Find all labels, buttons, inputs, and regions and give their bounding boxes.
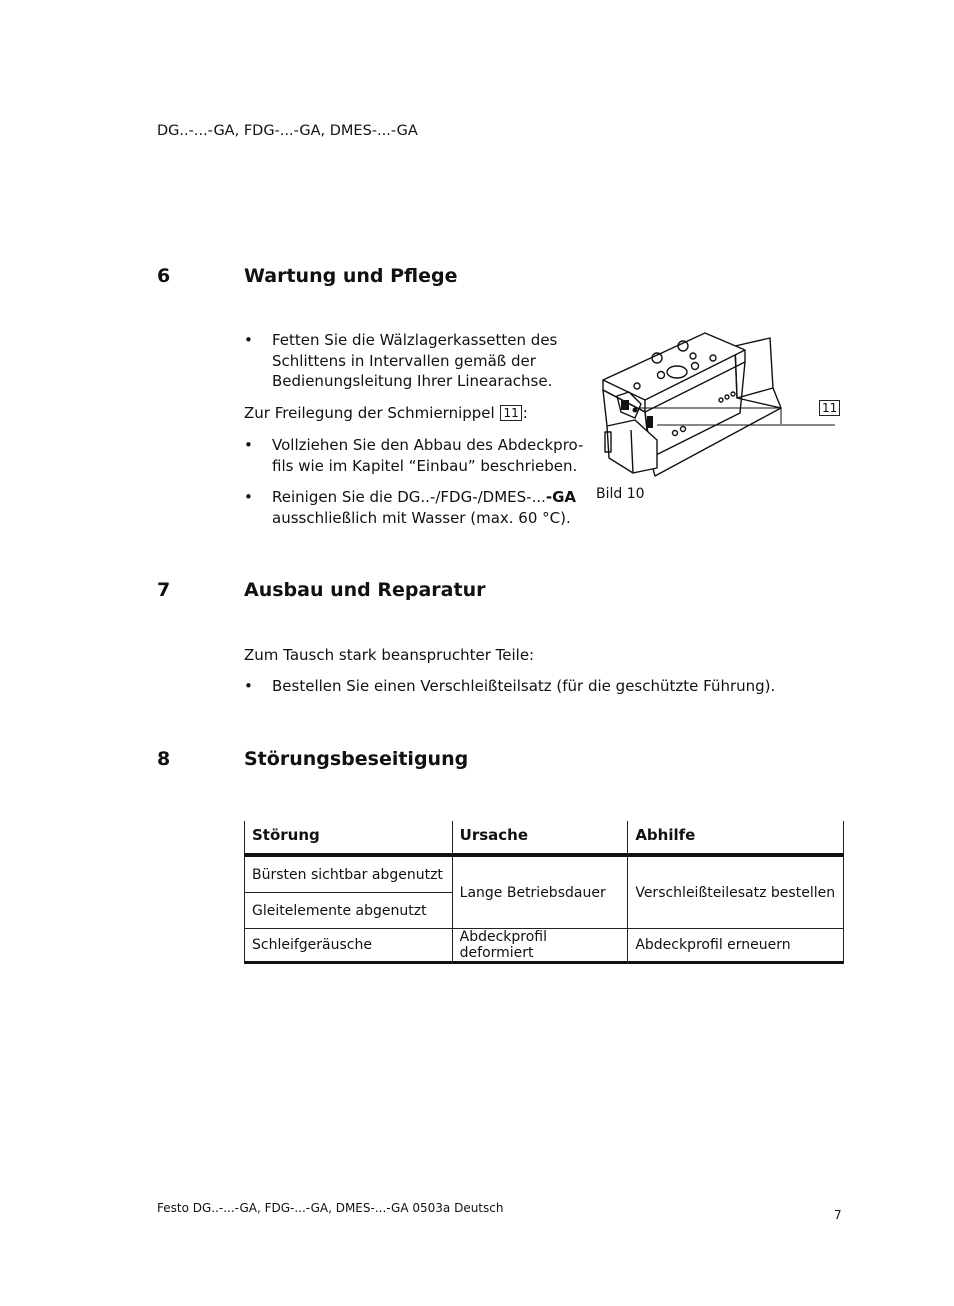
s6-lead-colon: : [522,404,528,422]
bullet-marker: • [244,488,253,506]
table-header-row [245,821,844,855]
reference-number-box: 11 [500,405,521,421]
table-row [245,855,844,893]
s6-bullet-3 [272,487,576,528]
header-ursache: Ursache [452,821,628,855]
s6-bullet-1-line-1: Fetten Sie die Wälzlagerkassetten des [272,331,558,349]
s6-bullet-3-line-2: ausschließlich mit Wasser (max. 60 °C). [272,508,571,527]
figure-caption: Bild 10 [596,486,645,502]
s6-bullet-3-line-1 [272,487,576,508]
cell-abhilfe: Abdeckprofil erneuern [628,929,844,963]
footer-text: Festo DG..-...-GA, FDG-...-GA, DMES-...-GA 0503a Deutsch [157,1201,504,1215]
s6-bullet-2-line-2: fils wie im Kapitel “Einbau” beschrieben. [272,456,578,475]
bullet-marker: • [244,331,253,349]
s6-bullet-3-text: Reinigen Sie die DG..-/FDG-/DMES-... [272,488,546,506]
linear-slide-figure [595,328,845,483]
section-8-title: Störungsbeseitigung [244,748,469,770]
cell-ursache: Abdeckprofil deformiert [452,929,628,963]
page-number: 7 [834,1208,842,1222]
s6-bullet-1 [272,330,557,392]
s6-bullet-3-bold: -GA [545,488,577,506]
s6-bullet-2 [272,435,583,476]
s7-bullet-1: Bestellen Sie einen Verschleißteilsatz (für die geschützte Führung). [272,677,776,695]
bullet-marker: • [244,677,253,695]
s6-bullet-1-line-3: Bedienungsleitung Ihrer Linearachse. [272,372,553,390]
table-row [245,929,844,963]
s6-bullet-1-line-2: Schlittens in Intervallen gemäß der [272,351,536,370]
header-abhilfe: Abhilfe [628,821,844,855]
cell-stoerung: Bürsten sichtbar abgenutzt [245,855,453,893]
section-8-number: 8 [157,748,171,770]
s6-bullet-2-line-1: Vollziehen Sie den Abbau des Abdeckpro- [272,436,584,454]
section-6-number: 6 [157,265,171,287]
header-stoerung: Störung [245,821,453,855]
figure-callout-box: 11 [819,400,840,416]
bullet-marker: • [244,436,253,454]
s6-lead-text: Zur Freilegung der Schmiernippel [244,404,495,422]
cell-abhilfe: Verschleißteilesatz bestellen [628,855,844,929]
s7-lead: Zum Tausch stark beanspruchter Teile: [244,646,535,664]
cell-ursache: Lange Betriebsdauer [452,855,628,929]
cell-stoerung: Gleitelemente abgenutzt [245,893,453,929]
section-7-title: Ausbau und Reparatur [244,579,486,601]
section-7-number: 7 [157,579,171,601]
running-header: DG..-...-GA, FDG-...-GA, DMES-...-GA [157,123,418,139]
troubleshooting-table [244,821,844,964]
section-6-title: Wartung und Pflege [244,265,458,287]
s6-lead [244,403,528,424]
cell-stoerung: Schleifgeräusche [245,929,453,963]
